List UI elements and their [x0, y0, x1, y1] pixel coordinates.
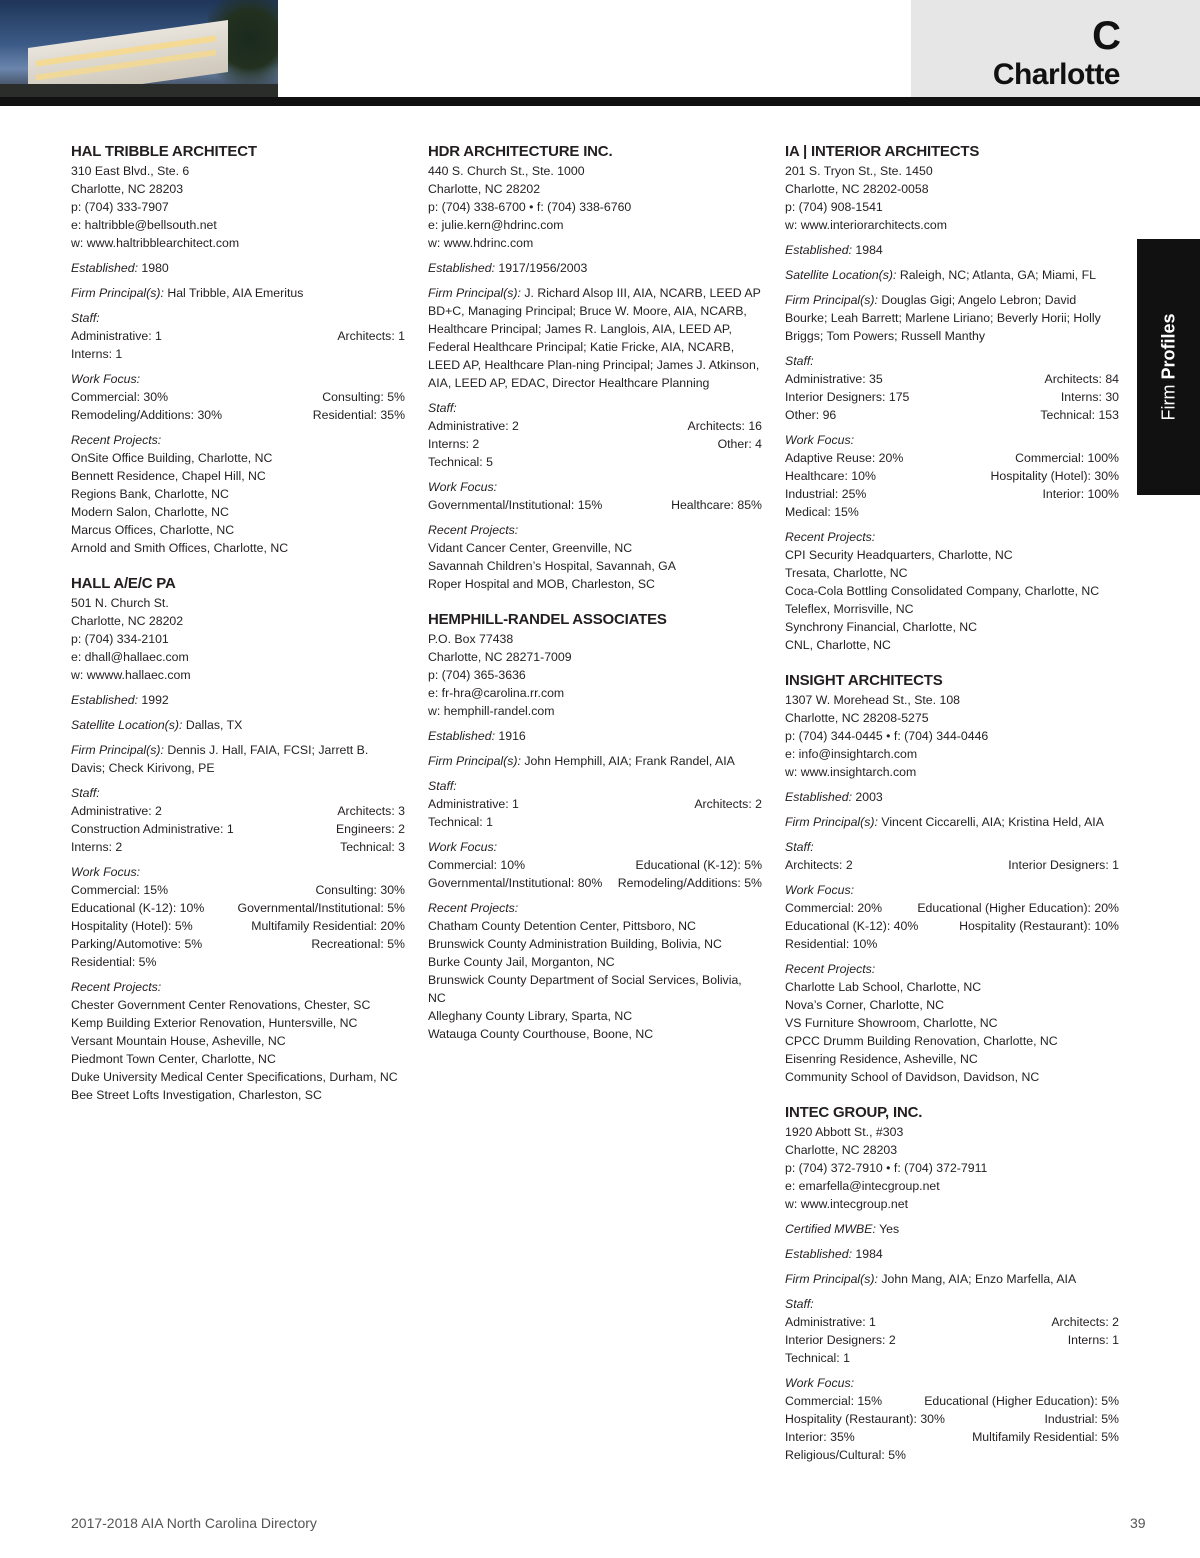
work-focus-row: Healthcare: 10% Hospitality (Hotel): 30%: [785, 469, 1119, 483]
work-focus-label: Work Focus:: [785, 883, 855, 897]
project-item: Savannah Children’s Hospital, Savannah, GA: [428, 559, 676, 573]
work-focus-row: Commercial: 20% Educational (Higher Education): 20%: [785, 901, 1119, 915]
address-line: 1307 W. Morehead St., Ste. 108: [785, 693, 960, 707]
project-item: Vidant Cancer Center, Greenville, NC: [428, 541, 633, 555]
project-item: Chatham County Detention Center, Pittsboro, NC: [428, 919, 696, 933]
city-line: Charlotte, NC 28271-7009: [428, 650, 572, 664]
certified-mwbe: Certified MWBE: Yes: [785, 1222, 900, 1236]
project-item: Nova’s Corner, Charlotte, NC: [785, 998, 945, 1012]
side-tab-label: Firm Profiles: [1158, 313, 1178, 421]
address-line: 440 S. Church St., Ste. 1000: [428, 164, 585, 178]
phone: p: (704) 365-3636: [428, 668, 526, 682]
address-line: 310 East Blvd., Ste. 6: [71, 164, 190, 178]
staff-row: Administrative: 1 Architects: 2: [785, 1315, 1119, 1329]
recent-projects-label: Recent Projects:: [71, 433, 162, 447]
recent-projects-label: Recent Projects:: [428, 901, 519, 915]
project-item: Tresata, Charlotte, NC: [785, 566, 908, 580]
staff-row: Architects: 2 Interior Designers: 1: [785, 858, 1119, 872]
staff-label: Staff:: [785, 1297, 814, 1311]
staff-row: Administrative: 2 Architects: 3: [71, 804, 405, 818]
work-focus-row: Hospitality (Hotel): 5% Multifamily Residential: 20%: [71, 919, 405, 933]
work-focus-row: Commercial: 10% Educational (K-12): 5%: [428, 858, 762, 872]
project-item: Burke County Jail, Morganton, NC: [428, 955, 615, 969]
work-focus-row: Commercial: 15% Educational (Higher Education): 5%: [785, 1394, 1119, 1408]
project-item: Brunswick County Administration Building, Bolivia, NC: [428, 937, 722, 951]
staff-label: Staff:: [428, 779, 457, 793]
work-focus-row: Residential: 5%: [71, 955, 157, 969]
phone: p: (704) 338-6700 • f: (704) 338-6760: [428, 200, 632, 214]
column-1: [71, 142, 405, 1121]
staff-row: Administrative: 1 Architects: 2: [428, 797, 762, 811]
staff-row: Technical: 1: [785, 1351, 850, 1365]
footer-publication: 2017-2018 AIA North Carolina Directory: [71, 1515, 317, 1531]
project-item: Teleflex, Morrisville, NC: [785, 602, 914, 616]
work-focus-label: Work Focus:: [785, 433, 855, 447]
project-item: Versant Mountain House, Asheville, NC: [71, 1034, 286, 1048]
staff-row: Administrative: 1 Architects: 1: [71, 329, 405, 343]
firm-name: HAL TRIBBLE ARCHITECT: [71, 143, 257, 160]
project-item: Synchrony Financial, Charlotte, NC: [785, 620, 978, 634]
section-letter: C: [1092, 14, 1120, 58]
principals: Firm Principal(s): Vincent Ciccarelli, AIA; Kristina Held, AIA: [785, 815, 1104, 829]
firm-entry: [428, 610, 762, 1043]
project-item: Bennett Residence, Chapel Hill, NC: [71, 469, 266, 483]
website[interactable]: w: www.insightarch.com: [785, 765, 917, 779]
project-item: Charlotte Lab School, Charlotte, NC: [785, 980, 982, 994]
project-item: Community School of Davidson, Davidson, NC: [785, 1070, 1040, 1084]
project-item: Kemp Building Exterior Renovation, Huntersville, NC: [71, 1016, 358, 1030]
section-city: Charlotte: [992, 58, 1120, 91]
staff-label: Staff:: [785, 354, 814, 368]
established: Established: 1916: [428, 729, 526, 743]
work-focus-row: Religious/Cultural: 5%: [785, 1448, 906, 1462]
established: Established: 1992: [71, 693, 169, 707]
website[interactable]: w: www.hdrinc.com: [428, 236, 534, 250]
city-line: Charlotte, NC 28208-5275: [785, 711, 929, 725]
website[interactable]: w: hemphill-randel.com: [428, 704, 555, 718]
work-focus-label: Work Focus:: [785, 1376, 855, 1390]
staff-label: Staff:: [428, 401, 457, 415]
firm-name: INSIGHT ARCHITECTS: [785, 672, 943, 689]
project-item: VS Furniture Showroom, Charlotte, NC: [785, 1016, 998, 1030]
satellite-locations: Satellite Location(s): Raleigh, NC; Atlanta, GA; Miami, FL: [785, 268, 1096, 282]
project-item: OnSite Office Building, Charlotte, NC: [71, 451, 273, 465]
staff-row: Technical: 1: [428, 815, 493, 829]
staff-row: Construction Administrative: 1 Engineers: 2: [71, 822, 405, 836]
email[interactable]: e: dhall@hallaec.com: [71, 650, 189, 664]
firm-name: HDR ARCHITECTURE INC.: [428, 143, 613, 160]
project-item: Marcus Offices, Charlotte, NC: [71, 523, 235, 537]
project-item: CPI Security Headquarters, Charlotte, NC: [785, 548, 1013, 562]
staff-row: Administrative: 2 Architects: 16: [428, 419, 762, 433]
project-item: CPCC Drumm Building Renovation, Charlotte, NC: [785, 1034, 1058, 1048]
header-building-photo: [0, 0, 278, 98]
recent-projects-label: Recent Projects:: [428, 523, 519, 537]
project-item: Arnold and Smith Offices, Charlotte, NC: [71, 541, 289, 555]
work-focus-row: Remodeling/Additions: 30% Residential: 35%: [71, 408, 405, 422]
work-focus-row: Medical: 15%: [785, 505, 859, 519]
email[interactable]: e: haltribble@bellsouth.net: [71, 218, 217, 232]
page-number: 39: [1130, 1515, 1146, 1531]
recent-projects-label: Recent Projects:: [71, 980, 162, 994]
website[interactable]: w: wwww.hallaec.com: [71, 668, 191, 682]
address-line: P.O. Box 77438: [428, 632, 514, 646]
website[interactable]: w: www.haltribblearchitect.com: [71, 236, 240, 250]
firm-entry: [71, 142, 405, 557]
firm-entry: [785, 1103, 1119, 1464]
principals: Firm Principal(s): John Hemphill, AIA; Frank Randel, AIA: [428, 754, 735, 768]
staff-label: Staff:: [71, 786, 100, 800]
phone: p: (704) 908-1541: [785, 200, 883, 214]
staff-row: Interns: 1: [71, 347, 123, 361]
staff-label: Staff:: [71, 311, 100, 325]
principals: Firm Principal(s): Douglas Gigi; Angelo Lebron; David Bourke; Leah Barrett; Marlene Liriano; Beverly Horii; Holly Briggs; Tom Powers; Russell Manthy: [785, 293, 1101, 343]
phone: p: (704) 372-7910 • f: (704) 372-7911: [785, 1161, 988, 1175]
work-focus-row: Parking/Automotive: 5% Recreational: 5%: [71, 937, 405, 951]
city-line: Charlotte, NC 28203: [785, 1143, 898, 1157]
address-line: 1920 Abbott St., #303: [785, 1125, 904, 1139]
project-item: Watauga County Courthouse, Boone, NC: [428, 1027, 654, 1041]
city-line: Charlotte, NC 28202: [428, 182, 541, 196]
staff-row: Interior Designers: 175 Interns: 30: [785, 390, 1119, 404]
project-item: Eisenring Residence, Asheville, NC: [785, 1052, 978, 1066]
staff-row: Interns: 2 Technical: 3: [71, 840, 405, 854]
address-line: 201 S. Tryon St., Ste. 1450: [785, 164, 933, 178]
work-focus-label: Work Focus:: [428, 840, 498, 854]
project-item: Modern Salon, Charlotte, NC: [71, 505, 229, 519]
header-rule: [0, 97, 1200, 106]
principals: Firm Principal(s): Hal Tribble, AIA Emeritus: [71, 286, 304, 300]
staff-row: Other: 96 Technical: 153: [785, 408, 1119, 422]
principals: Firm Principal(s): Dennis J. Hall, FAIA, FCSI; Jarrett B. Davis; Check Kirivong, PE: [71, 743, 369, 775]
city-line: Charlotte, NC 28202-0058: [785, 182, 929, 196]
work-focus-row: Governmental/Institutional: 15% Healthcare: 85%: [428, 498, 762, 512]
work-focus-row: Governmental/Institutional: 80% Remodeling/Additions: 5%: [428, 876, 762, 890]
principals: Firm Principal(s): John Mang, AIA; Enzo Marfella, AIA: [785, 1272, 1077, 1286]
work-focus-row: Commercial: 15% Consulting: 30%: [71, 883, 405, 897]
project-item: Regions Bank, Charlotte, NC: [71, 487, 229, 501]
established: Established: 1984: [785, 1247, 883, 1261]
staff-label: Staff:: [785, 840, 814, 854]
recent-projects-label: Recent Projects:: [785, 530, 876, 544]
email[interactable]: e: emarfella@intecgroup.net: [785, 1179, 940, 1193]
project-item: Chester Government Center Renovations, Chester, SC: [71, 998, 371, 1012]
phone: p: (704) 334-2101: [71, 632, 169, 646]
section-header-box: [911, 0, 1200, 98]
phone: p: (704) 344-0445 • f: (704) 344-0446: [785, 729, 989, 743]
work-focus-label: Work Focus:: [71, 865, 141, 879]
firm-name: HEMPHILL-RANDEL ASSOCIATES: [428, 611, 667, 628]
city-line: Charlotte, NC 28203: [71, 182, 184, 196]
staff-row: Interns: 2 Other: 4: [428, 437, 762, 451]
firm-entry: [785, 142, 1119, 654]
city-line: Charlotte, NC 28202: [71, 614, 184, 628]
firm-name: IA | INTERIOR ARCHITECTS: [785, 143, 980, 160]
project-item: Coca-Cola Bottling Consolidated Company, Charlotte, NC: [785, 584, 1100, 598]
principals: Firm Principal(s): J. Richard Alsop III, AIA, NCARB, LEED AP BD+C, Managing Principal; Bruce W. Moore, AIA, NCARB, Healthcare Principal; James R. Langlois, AIA, LEED AP, Federal Healthcare Principal; Katie Fricke, AIA, NCARB, LEED AP, Healthcare Plan-ning Principal; James J. Atkinson, AIA, LEED AP, EDAC, Director Healthcare Planning: [428, 286, 761, 390]
established: Established: 2003: [785, 790, 883, 804]
work-focus-row: Educational (K-12): 40% Hospitality (Restaurant): 10%: [785, 919, 1119, 933]
website[interactable]: w: www.intecgroup.net: [785, 1197, 909, 1211]
project-item: Bee Street Lofts Investigation, Charleston, SC: [71, 1088, 322, 1102]
work-focus-row: Residential: 10%: [785, 937, 878, 951]
project-item: Piedmont Town Center, Charlotte, NC: [71, 1052, 276, 1066]
project-item: Brunswick County Department of Social Services, Bolivia, NC: [428, 973, 742, 1005]
firm-entry: [71, 574, 405, 1104]
column-3: [785, 142, 1119, 1481]
established: Established: 1980: [71, 261, 169, 275]
staff-row: Technical: 5: [428, 455, 493, 469]
side-tab: [1137, 239, 1200, 495]
project-item: Roper Hospital and MOB, Charleston, SC: [428, 577, 655, 591]
firm-entry: [785, 671, 1119, 1086]
established: Established: 1984: [785, 243, 883, 257]
work-focus-row: Adaptive Reuse: 20% Commercial: 100%: [785, 451, 1119, 465]
email[interactable]: e: fr-hra@carolina.rr.com: [428, 686, 565, 700]
email[interactable]: e: info@insightarch.com: [785, 747, 918, 761]
firm-name: INTEC GROUP, INC.: [785, 1104, 923, 1121]
email[interactable]: e: julie.kern@hdrinc.com: [428, 218, 564, 232]
ground: [0, 84, 278, 98]
work-focus-row: Interior: 35% Multifamily Residential: 5%: [785, 1430, 1119, 1444]
firm-entry: [428, 142, 762, 593]
firm-name: HALL A/E/C PA: [71, 575, 176, 592]
work-focus-label: Work Focus:: [71, 372, 141, 386]
project-item: CNL, Charlotte, NC: [785, 638, 891, 652]
work-focus-label: Work Focus:: [428, 480, 498, 494]
website[interactable]: w: www.interiorarchitects.com: [785, 218, 947, 232]
work-focus-row: Hospitality (Restaurant): 30% Industrial: 5%: [785, 1412, 1119, 1426]
staff-row: Administrative: 35 Architects: 84: [785, 372, 1119, 386]
address-line: 501 N. Church St.: [71, 596, 169, 610]
work-focus-row: Industrial: 25% Interior: 100%: [785, 487, 1119, 501]
satellite-locations: Satellite Location(s): Dallas, TX: [71, 718, 243, 732]
column-2: [428, 142, 762, 1060]
work-focus-row: Commercial: 30% Consulting: 5%: [71, 390, 405, 404]
recent-projects-label: Recent Projects:: [785, 962, 876, 976]
staff-row: Interior Designers: 2 Interns: 1: [785, 1333, 1119, 1347]
phone: p: (704) 333-7907: [71, 200, 169, 214]
project-item: Alleghany County Library, Sparta, NC: [428, 1009, 633, 1023]
work-focus-row: Educational (K-12): 10% Governmental/Institutional: 5%: [71, 901, 405, 915]
established: Established: 1917/1956/2003: [428, 261, 588, 275]
project-item: Duke University Medical Center Specifications, Durham, NC: [71, 1070, 398, 1084]
